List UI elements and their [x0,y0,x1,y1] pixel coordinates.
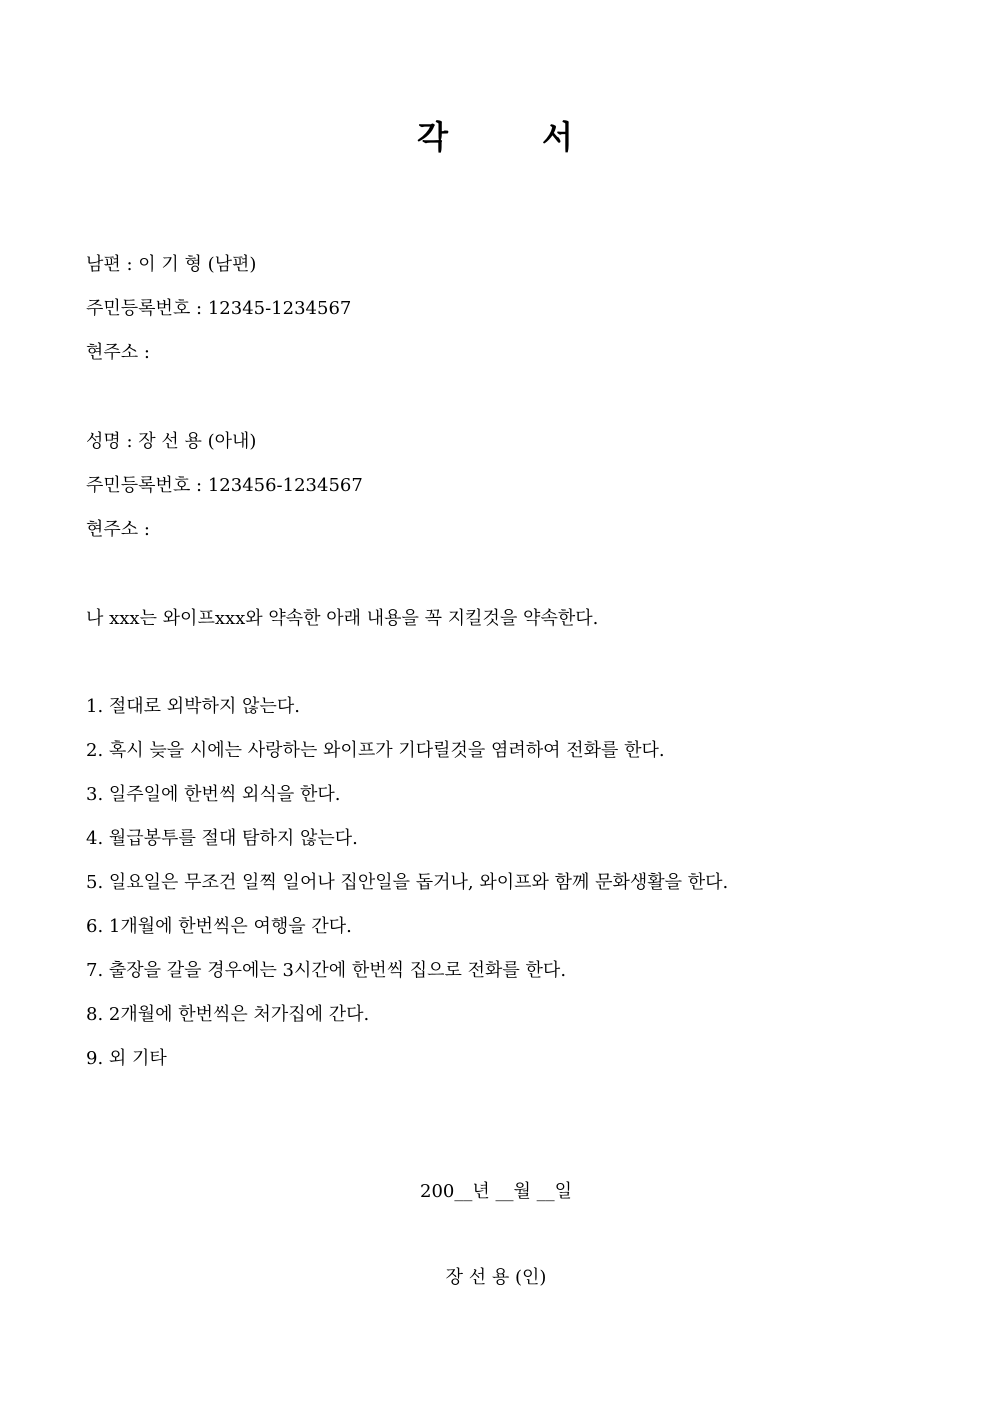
list-item: 3. 일주일에 한번씩 외식을 한다. [86,784,341,805]
husband-id-line: 주민등록번호 : 12345-1234567 [86,298,352,319]
list-item: 9. 외 기타 [86,1048,167,1069]
signature-line: 장 선 용 (인) [445,1267,547,1288]
list-item: 7. 출장을 갈을 경우에는 3시간에 한번씩 집으로 전화를 한다. [86,960,567,981]
list-item: 1. 절대로 외박하지 않는다. [86,696,300,717]
wife-name-line: 성명 : 장 선 용 (아내) [86,431,257,452]
wife-address-line: 현주소 : [86,519,150,540]
husband-name-line: 남편 : 이 기 형 (남편) [86,254,257,275]
husband-address-line: 현주소 : [86,342,150,363]
document-title [0,112,992,158]
list-item: 4. 월급봉투를 절대 탐하지 않는다. [86,828,358,849]
title-char-1: 각 [417,118,450,156]
date-line: 200__년 __월 __일 [420,1181,572,1202]
list-item: 8. 2개월에 한번씩은 처가집에 간다. [86,1004,370,1025]
list-item: 2. 혹시 늦을 시에는 사랑하는 와이프가 기다릴것을 염려하여 전화를 한다. [86,740,665,761]
list-item: 5. 일요일은 무조건 일찍 일어나 집안일을 돕거나, 와이프와 함께 문화생활을 한다. [86,872,729,893]
intro-paragraph: 나 xxx는 와이프xxx와 약속한 아래 내용을 꼭 지킬것을 약속한다. [86,608,599,629]
wife-id-line: 주민등록번호 : 123456-1234567 [86,475,363,496]
list-item: 6. 1개월에 한번씩은 여행을 간다. [86,916,352,937]
title-char-2: 서 [542,118,575,156]
